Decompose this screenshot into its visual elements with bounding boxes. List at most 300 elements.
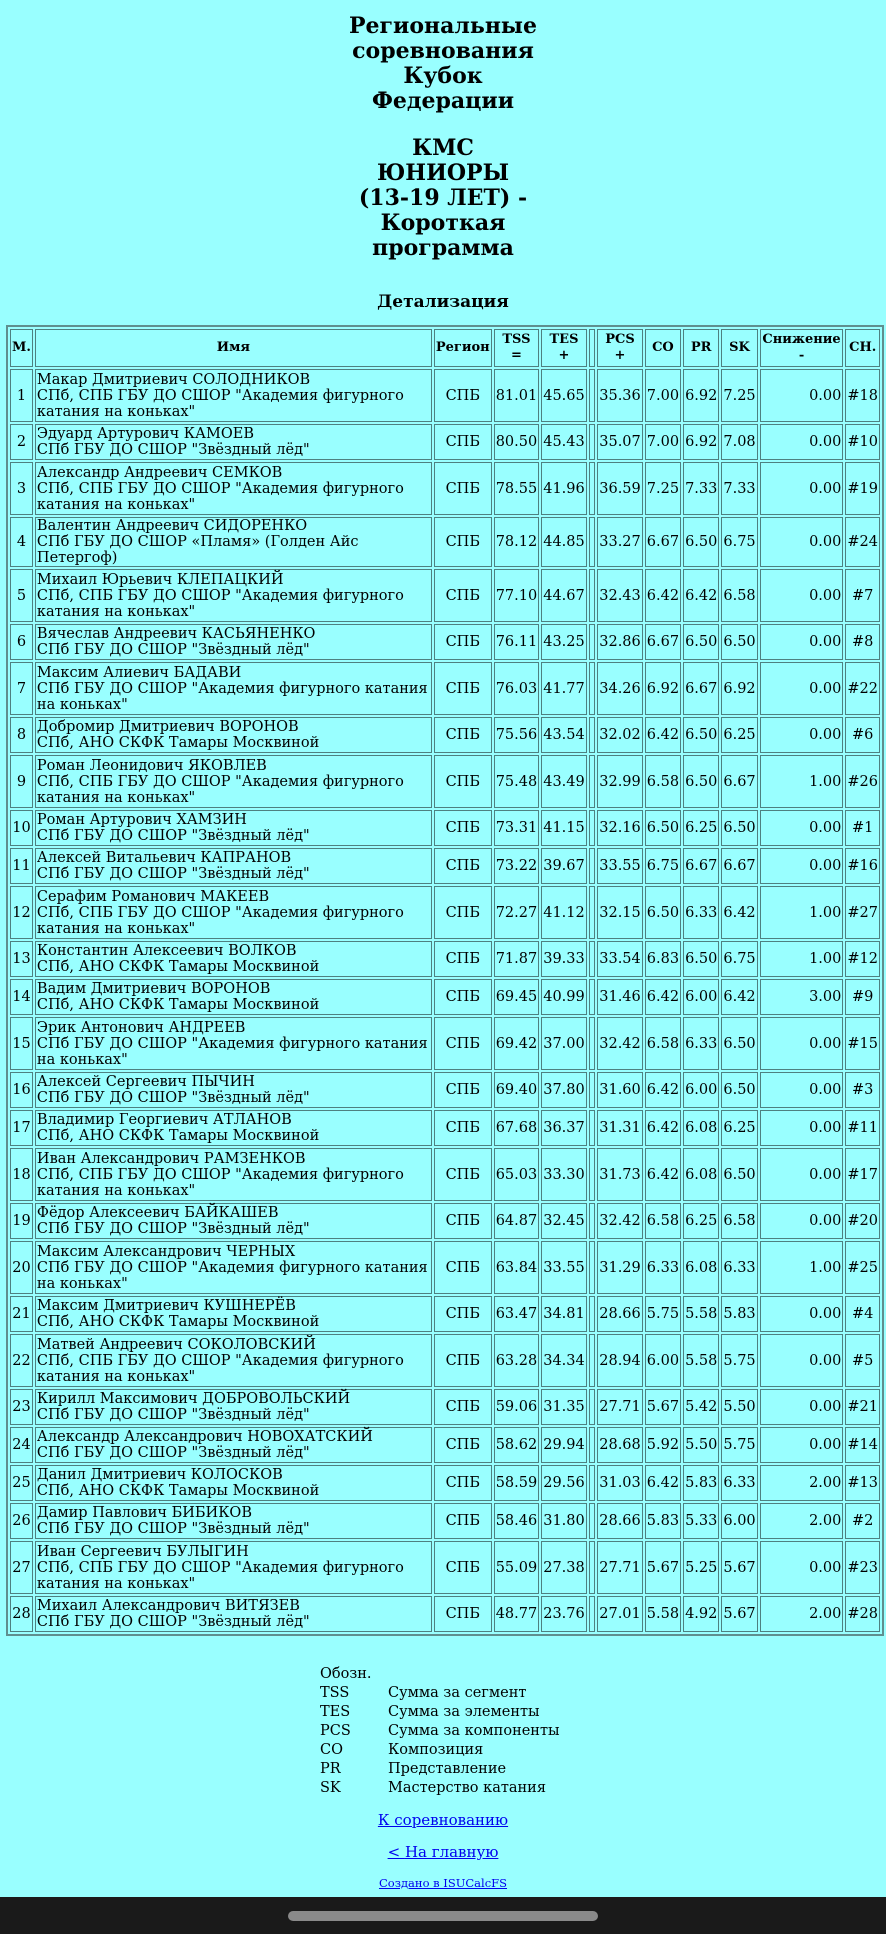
cell-gap [589, 1334, 596, 1387]
skater-club: СПб, АНО СКФК Тамары Москвиной [36, 959, 320, 975]
skater-club: СПб, АНО СКФК Тамары Москвиной [36, 1483, 320, 1499]
cell-co: 6.00 [645, 1334, 681, 1387]
skater-name: Данил Дмитриевич КОЛОСКОВ [36, 1467, 283, 1483]
cell-tes: 34.81 [541, 1296, 587, 1332]
cell-place: 16 [10, 1072, 33, 1108]
cell-gap [589, 848, 596, 884]
cell-deduction: 3.00 [760, 979, 844, 1015]
cell-co: 6.42 [645, 979, 681, 1015]
header-tes: TES + [541, 329, 587, 367]
cell-pr: 6.50 [683, 755, 719, 808]
table-row [10, 1072, 880, 1108]
cell-tss: 64.87 [494, 1203, 540, 1239]
cell-tes: 27.38 [541, 1541, 587, 1594]
cell-pcs: 35.07 [597, 424, 643, 460]
cell-region: СПБ [434, 1203, 492, 1239]
cell-co: 6.42 [645, 1148, 681, 1201]
cell-sk: 5.75 [721, 1427, 757, 1463]
cell-deduction: 0.00 [760, 424, 844, 460]
table-row [10, 569, 880, 622]
cell-region: СПБ [434, 941, 492, 977]
legend-abbr: TES [320, 1704, 351, 1720]
cell-tss: 77.10 [494, 569, 540, 622]
cell-start-number: #27 [845, 886, 880, 939]
home-link[interactable] [0, 1843, 886, 1861]
cell-start-number: #7 [845, 569, 880, 622]
cell-tes: 41.15 [541, 810, 587, 846]
cell-co: 6.58 [645, 1203, 681, 1239]
cell-pcs: 35.36 [597, 369, 643, 422]
cell-sk: 6.25 [721, 1110, 757, 1146]
cell-tes: 44.67 [541, 569, 587, 622]
cell-pr: 5.33 [683, 1503, 719, 1539]
cell-deduction: 0.00 [760, 462, 844, 515]
legend-desc: Сумма за сегмент [388, 1685, 527, 1701]
cell-tss: 71.87 [494, 941, 540, 977]
cell-sk: 7.25 [721, 369, 757, 422]
cell-pcs: 31.31 [597, 1110, 643, 1146]
cell-name [35, 1110, 432, 1146]
skater-club: СПб, СПБ ГБУ ДО СШОР "Академия фигурного катания на коньках" [36, 387, 404, 420]
header-region: Регион [434, 329, 492, 367]
table-row [10, 1465, 880, 1501]
legend-abbr: CO [320, 1742, 343, 1758]
cell-tes: 32.45 [541, 1203, 587, 1239]
cell-deduction: 0.00 [760, 369, 844, 422]
legend-item [320, 1741, 560, 1760]
cell-region: СПБ [434, 1334, 492, 1387]
cell-deduction: 0.00 [760, 662, 844, 715]
cell-gap [589, 717, 596, 753]
cell-start-number: #21 [845, 1389, 880, 1425]
cell-co: 5.92 [645, 1427, 681, 1463]
skater-club: СПб ГБУ ДО СШОР "Звёздный лёд" [36, 1614, 310, 1630]
cell-tes: 29.56 [541, 1465, 587, 1501]
table-row [10, 1296, 880, 1332]
table-row [10, 369, 880, 422]
cell-start-number: #8 [845, 624, 880, 660]
cell-name [35, 1541, 432, 1594]
results-table [6, 325, 884, 1636]
table-row [10, 1148, 880, 1201]
skater-name: Максим Алиевич БАДАВИ [36, 664, 242, 681]
cell-sk: 6.75 [721, 941, 757, 977]
cell-co: 5.58 [645, 1596, 681, 1632]
cell-pr: 6.50 [683, 624, 719, 660]
cell-name [35, 517, 432, 567]
legend-desc: Сумма за элементы [388, 1704, 540, 1720]
skater-name: Дамир Павлович БИБИКОВ [36, 1505, 252, 1521]
legend-abbr: SK [320, 1780, 341, 1796]
cell-pr: 6.92 [683, 424, 719, 460]
cell-co: 6.92 [645, 662, 681, 715]
header-place: М. [10, 329, 33, 367]
cell-sk: 7.08 [721, 424, 757, 460]
cell-sk: 6.67 [721, 755, 757, 808]
cell-tss: 63.47 [494, 1296, 540, 1332]
cell-co: 5.83 [645, 1503, 681, 1539]
skater-club: СПб ГБУ ДО СШОР «Пламя» (Голден Айс Петергоф) [36, 534, 359, 566]
cell-name [35, 1503, 432, 1539]
cell-name [35, 1596, 432, 1632]
cell-region: СПБ [434, 1465, 492, 1501]
cell-name [35, 717, 432, 753]
home-link-arrow: < [387, 1843, 405, 1861]
table-row [10, 941, 880, 977]
cell-pr: 6.08 [683, 1148, 719, 1201]
cell-tss: 58.46 [494, 1503, 540, 1539]
header-gap [589, 329, 596, 367]
credit-link[interactable]: Создано в ISUCalcFS [378, 1876, 508, 1890]
cell-co: 6.42 [645, 569, 681, 622]
cell-pcs: 32.42 [597, 1017, 643, 1070]
cell-place: 13 [10, 941, 33, 977]
competition-link[interactable]: К соревнованию [377, 1811, 509, 1829]
cell-tss: 69.42 [494, 1017, 540, 1070]
cell-pr: 6.67 [683, 662, 719, 715]
skater-name: Александр Александрович НОВОХАТСКИЙ [36, 1429, 373, 1445]
cell-deduction: 0.00 [760, 1296, 844, 1332]
cell-pcs: 36.59 [597, 462, 643, 515]
cell-co: 7.25 [645, 462, 681, 515]
cell-tss: 73.22 [494, 848, 540, 884]
cell-gap [589, 462, 596, 515]
cell-co: 6.67 [645, 517, 681, 567]
skater-name: Владимир Георгиевич АТЛАНОВ [36, 1112, 292, 1128]
cell-tes: 45.43 [541, 424, 587, 460]
cell-tss: 48.77 [494, 1596, 540, 1632]
cell-tss: 73.31 [494, 810, 540, 846]
legend-item [320, 1703, 560, 1722]
skater-club: СПб, АНО СКФК Тамары Москвиной [36, 735, 320, 751]
cell-gap [589, 1465, 596, 1501]
cell-sk: 6.42 [721, 979, 757, 1015]
cell-tes: 43.25 [541, 624, 587, 660]
cell-gap [589, 424, 596, 460]
cell-sk: 6.58 [721, 569, 757, 622]
cell-region: СПБ [434, 1241, 492, 1294]
cell-co: 6.50 [645, 886, 681, 939]
cell-name [35, 624, 432, 660]
cell-pcs: 32.16 [597, 810, 643, 846]
skater-name: Иван Александрович РАМЗЕНКОВ [36, 1150, 306, 1167]
cell-region: СПБ [434, 369, 492, 422]
cell-region: СПБ [434, 1541, 492, 1594]
cell-sk: 6.50 [721, 1072, 757, 1108]
skater-name: Макар Дмитриевич СОЛОДНИКОВ [36, 371, 311, 388]
cell-pr: 6.42 [683, 569, 719, 622]
cell-place: 22 [10, 1334, 33, 1387]
skater-name: Михаил Юрьевич КЛЕПАЦКИЙ [36, 571, 284, 588]
table-row [10, 624, 880, 660]
cell-gap [589, 979, 596, 1015]
cell-region: СПБ [434, 462, 492, 515]
cell-deduction: 1.00 [760, 755, 844, 808]
header-co: CO [645, 329, 681, 367]
cell-pr: 6.25 [683, 810, 719, 846]
cell-co: 6.83 [645, 941, 681, 977]
cell-co: 6.58 [645, 1017, 681, 1070]
cell-place: 26 [10, 1503, 33, 1539]
cell-start-number: #23 [845, 1541, 880, 1594]
cell-tes: 37.80 [541, 1072, 587, 1108]
cell-sk: 6.58 [721, 1203, 757, 1239]
cell-tes: 41.77 [541, 662, 587, 715]
cell-pcs: 28.94 [597, 1334, 643, 1387]
skater-club: СПб, АНО СКФК Тамары Москвиной [36, 1128, 320, 1144]
cell-tss: 69.40 [494, 1072, 540, 1108]
cell-pcs: 33.27 [597, 517, 643, 567]
cell-pr: 5.50 [683, 1427, 719, 1463]
header-deduction: Снижение - [760, 329, 844, 367]
cell-pcs: 32.86 [597, 624, 643, 660]
cell-sk: 6.50 [721, 624, 757, 660]
table-row [10, 1241, 880, 1294]
page-title: Региональные соревнования Кубок Федерации [349, 13, 537, 114]
cell-co: 7.00 [645, 424, 681, 460]
skater-club: СПб ГБУ ДО СШОР "Звёздный лёд" [36, 1090, 310, 1106]
cell-gap [589, 1148, 596, 1201]
cell-gap [589, 1503, 596, 1539]
home-link-label: На главную [404, 1843, 499, 1861]
cell-start-number: #5 [845, 1334, 880, 1387]
cell-name [35, 424, 432, 460]
cell-start-number: #3 [845, 1072, 880, 1108]
cell-deduction: 0.00 [760, 1203, 844, 1239]
skater-name: Алексей Сергеевич ПЫЧИН [36, 1074, 255, 1090]
cell-tes: 31.35 [541, 1389, 587, 1425]
cell-gap [589, 1389, 596, 1425]
table-row [10, 517, 880, 567]
cell-deduction: 2.00 [760, 1596, 844, 1632]
cell-sk: 6.75 [721, 517, 757, 567]
cell-pcs: 28.66 [597, 1296, 643, 1332]
cell-deduction: 0.00 [760, 624, 844, 660]
cell-tes: 43.54 [541, 717, 587, 753]
skater-name: Максим Дмитриевич КУШНЕРЁВ [36, 1298, 296, 1314]
legend-title: Обозн. [320, 1666, 372, 1682]
skater-club: СПб ГБУ ДО СШОР "Звёздный лёд" [36, 1407, 310, 1423]
skater-name: Роман Леонидович ЯКОВЛЕВ [36, 757, 267, 774]
cell-gap [589, 1296, 596, 1332]
cell-name [35, 1296, 432, 1332]
cell-name [35, 1017, 432, 1070]
cell-co: 5.75 [645, 1296, 681, 1332]
table-row [10, 848, 880, 884]
cell-tes: 33.30 [541, 1148, 587, 1201]
cell-co: 6.33 [645, 1241, 681, 1294]
cell-pcs: 27.01 [597, 1596, 643, 1632]
cell-place: 25 [10, 1465, 33, 1501]
cell-place: 3 [10, 462, 33, 515]
cell-gap [589, 886, 596, 939]
cell-tss: 59.06 [494, 1389, 540, 1425]
cell-region: СПБ [434, 1110, 492, 1146]
cell-place: 17 [10, 1110, 33, 1146]
cell-place: 5 [10, 569, 33, 622]
cell-tss: 58.59 [494, 1465, 540, 1501]
skater-club: СПб, СПБ ГБУ ДО СШОР "Академия фигурного катания на коньках" [36, 1166, 404, 1199]
cell-place: 18 [10, 1148, 33, 1201]
skater-club: СПб, АНО СКФК Тамары Москвиной [36, 1314, 320, 1330]
cell-tes: 39.67 [541, 848, 587, 884]
cell-place: 21 [10, 1296, 33, 1332]
cell-tss: 63.84 [494, 1241, 540, 1294]
cell-region: СПБ [434, 810, 492, 846]
skater-club: СПб, СПБ ГБУ ДО СШОР "Академия фигурного катания на коньках" [36, 480, 404, 513]
cell-pr: 6.50 [683, 517, 719, 567]
header-pcs: PCS + [597, 329, 643, 367]
cell-name [35, 1203, 432, 1239]
header-name: Имя [35, 329, 432, 367]
cell-deduction: 0.00 [760, 848, 844, 884]
cell-sk: 5.83 [721, 1296, 757, 1332]
cell-gap [589, 1110, 596, 1146]
cell-region: СПБ [434, 848, 492, 884]
cell-pr: 5.83 [683, 1465, 719, 1501]
cell-start-number: #11 [845, 1110, 880, 1146]
cell-deduction: 0.00 [760, 1072, 844, 1108]
cell-start-number: #18 [845, 369, 880, 422]
skater-name: Серафим Романович МАКЕЕВ [36, 888, 270, 905]
cell-tes: 44.85 [541, 517, 587, 567]
cell-pcs: 27.71 [597, 1541, 643, 1594]
cell-name [35, 1148, 432, 1201]
cell-pcs: 32.42 [597, 1203, 643, 1239]
cell-tes: 41.12 [541, 886, 587, 939]
cell-name [35, 662, 432, 715]
table-row [10, 662, 880, 715]
cell-pr: 6.00 [683, 979, 719, 1015]
cell-pr: 6.92 [683, 369, 719, 422]
cell-deduction: 0.00 [760, 569, 844, 622]
cell-place: 9 [10, 755, 33, 808]
skater-club: СПб, СПБ ГБУ ДО СШОР "Академия фигурного катания на коньках" [36, 904, 404, 937]
legend-desc: Сумма за компоненты [388, 1723, 560, 1739]
cell-pcs: 34.26 [597, 662, 643, 715]
cell-pcs: 32.02 [597, 717, 643, 753]
cell-name [35, 941, 432, 977]
cell-tss: 63.28 [494, 1334, 540, 1387]
table-row [10, 1503, 880, 1539]
table-row [10, 1334, 880, 1387]
cell-region: СПБ [434, 1389, 492, 1425]
cell-place: 23 [10, 1389, 33, 1425]
cell-start-number: #9 [845, 979, 880, 1015]
table-header-row [10, 329, 880, 367]
cell-tes: 40.99 [541, 979, 587, 1015]
cell-pr: 6.00 [683, 1072, 719, 1108]
skater-club: СПб ГБУ ДО СШОР "Звёздный лёд" [36, 1521, 310, 1537]
cell-region: СПБ [434, 662, 492, 715]
skater-club: СПб, СПБ ГБУ ДО СШОР "Академия фигурного катания на коньках" [36, 1352, 404, 1385]
cell-gap [589, 662, 596, 715]
cell-tss: 75.48 [494, 755, 540, 808]
cell-co: 6.58 [645, 755, 681, 808]
cell-tes: 39.33 [541, 941, 587, 977]
table-row [10, 886, 880, 939]
cell-tes: 33.55 [541, 1241, 587, 1294]
table-row [10, 1203, 880, 1239]
skater-name: Максим Александрович ЧЕРНЫХ [36, 1243, 296, 1260]
cell-sk: 6.50 [721, 1017, 757, 1070]
cell-name [35, 462, 432, 515]
cell-gap [589, 1241, 596, 1294]
cell-tes: 43.49 [541, 755, 587, 808]
legend-desc: Композиция [388, 1742, 484, 1758]
cell-sk: 6.67 [721, 848, 757, 884]
cell-deduction: 0.00 [760, 517, 844, 567]
cell-name [35, 1389, 432, 1425]
skater-name: Александр Андреевич СЕМКОВ [36, 464, 283, 481]
cell-tss: 81.01 [494, 369, 540, 422]
cell-pr: 5.42 [683, 1389, 719, 1425]
skater-club: СПб ГБУ ДО СШОР "Звёздный лёд" [36, 442, 310, 458]
cell-tes: 45.65 [541, 369, 587, 422]
cell-name [35, 369, 432, 422]
cell-tss: 76.03 [494, 662, 540, 715]
header-tss: TSS = [494, 329, 540, 367]
cell-co: 6.50 [645, 810, 681, 846]
skater-name: Эрик Антонович АНДРЕЕВ [36, 1019, 246, 1036]
cell-name [35, 1427, 432, 1463]
cell-start-number: #15 [845, 1017, 880, 1070]
legend-abbr: PR [320, 1761, 341, 1777]
legend-item [320, 1779, 560, 1798]
legend-item [320, 1684, 560, 1703]
cell-place: 20 [10, 1241, 33, 1294]
cell-name [35, 1465, 432, 1501]
cell-co: 6.42 [645, 1110, 681, 1146]
cell-deduction: 0.00 [760, 1541, 844, 1594]
cell-sk: 6.33 [721, 1241, 757, 1294]
cell-gap [589, 1427, 596, 1463]
cell-start-number: #10 [845, 424, 880, 460]
cell-pcs: 32.99 [597, 755, 643, 808]
table-row [10, 1389, 880, 1425]
cell-region: СПБ [434, 1503, 492, 1539]
cell-name [35, 979, 432, 1015]
cell-sk: 5.75 [721, 1334, 757, 1387]
legend-item [320, 1760, 560, 1779]
cell-name [35, 569, 432, 622]
legend-abbr: PCS [320, 1723, 351, 1739]
skater-name: Кирилл Максимович ДОБРОВОЛЬСКИЙ [36, 1391, 351, 1407]
cell-pcs: 28.66 [597, 1503, 643, 1539]
skater-club: СПб ГБУ ДО СШОР "Академия фигурного катания на коньках" [36, 680, 428, 713]
table-row [10, 810, 880, 846]
cell-place: 11 [10, 848, 33, 884]
cell-place: 8 [10, 717, 33, 753]
cell-region: СПБ [434, 569, 492, 622]
cell-deduction: 1.00 [760, 886, 844, 939]
cell-pr: 6.50 [683, 941, 719, 977]
cell-pr: 6.33 [683, 1017, 719, 1070]
segment-title: КМС ЮНИОРЫ (13-19 ЛЕТ) - Короткая программа [358, 135, 528, 261]
cell-sk: 6.50 [721, 810, 757, 846]
cell-region: СПБ [434, 717, 492, 753]
cell-sk: 6.25 [721, 717, 757, 753]
skater-name: Матвей Андреевич СОКОЛОВСКИЙ [36, 1336, 316, 1353]
skater-club: СПб, СПБ ГБУ ДО СШОР "Академия фигурного катания на коньках" [36, 1559, 404, 1592]
cell-co: 6.42 [645, 717, 681, 753]
cell-pr: 6.50 [683, 717, 719, 753]
skater-club: СПб, СПБ ГБУ ДО СШОР "Академия фигурного катания на коньках" [36, 773, 404, 806]
cell-place: 2 [10, 424, 33, 460]
cell-place: 24 [10, 1427, 33, 1463]
cell-place: 7 [10, 662, 33, 715]
legend-abbr: TSS [320, 1685, 350, 1701]
